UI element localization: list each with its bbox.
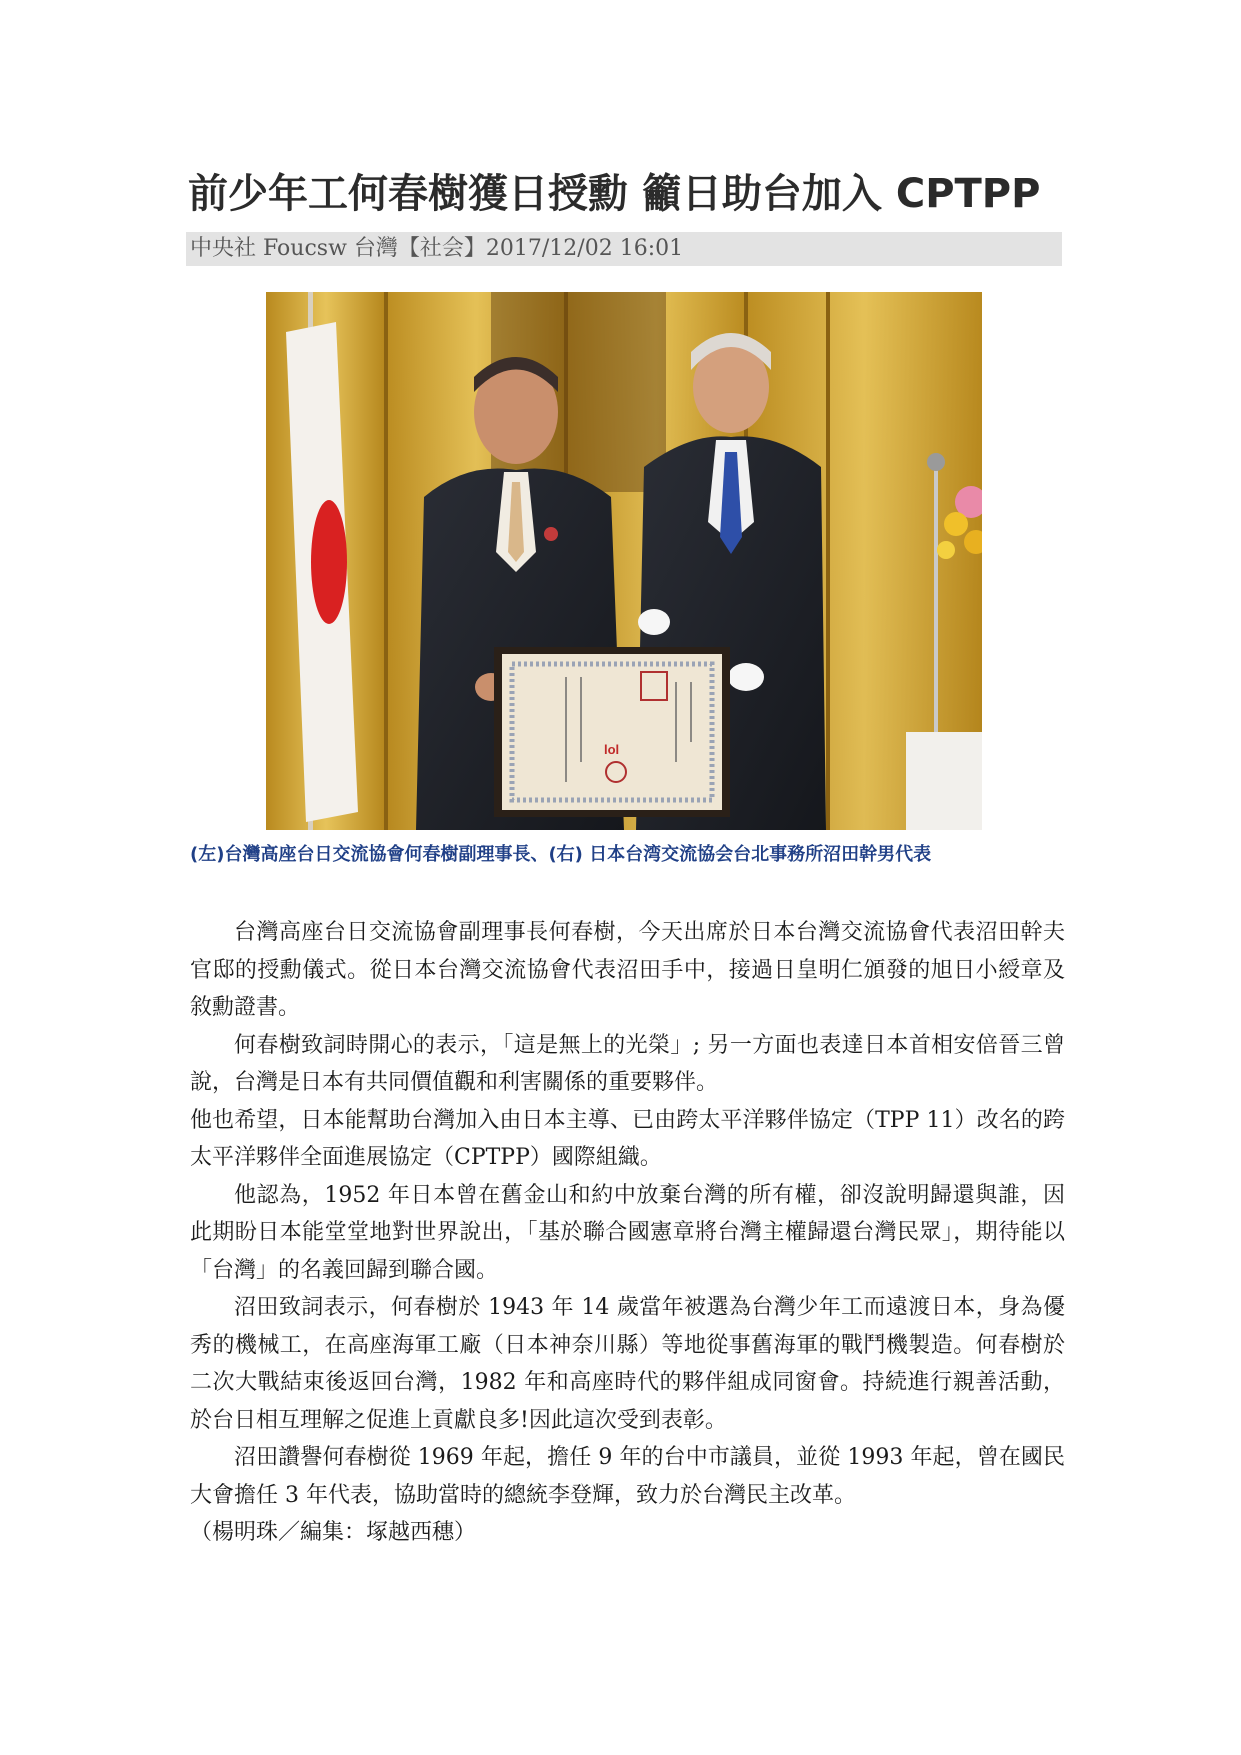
certificate-seal-text: lol — [604, 742, 620, 757]
paragraph-1: 台灣高座台日交流協會副理事長何春樹，今天出席於日本台灣交流協會代表沼田幹夫官邸的授勳儀式。從日本台灣交流協會代表沼田手中，接過日皇明仁頒發的旭日小綬章及敘勳證書。 — [190, 920, 1065, 1020]
photo-caption: (左)台灣高座台日交流協會何春樹副理事長、(右) 日本台湾交流協会台北事務所沼田幹男代表 — [190, 844, 932, 865]
paragraph-2: 何春樹致詞時開心的表示，「這是無上的光榮」; 另一方面也表達日本首相安倍晉三曾說，台灣是日本有共同價值觀和利害關係的重要夥伴。 — [190, 1032, 1065, 1095]
paragraph-6: 沼田讚譽何春樹從 1969 年起，擔任 9 年的台中市議員，並從 1993 年起，曾在國民大會擔任 3 年代表，協助當時的總統李登輝，致力於台灣民主改革。 — [190, 1445, 1065, 1508]
paragraph-3: 他也希望，日本能幫助台灣加入由日本主導、已由跨太平洋夥伴協定（TPP 11）改名的跨太平洋夥伴全面進展協定（CPTPP）國際組織。 — [190, 1107, 1065, 1170]
article-credit: （楊明珠／編集：塚越西穗） — [190, 1520, 477, 1545]
article-headline: 前少年工何春樹獲日授勳 籲日助台加入 CPTPP — [188, 171, 1041, 217]
paragraph-5: 沼田致詞表示，何春樹於 1943 年 14 歲當年被選為台灣少年工而遠渡日本，身為優秀的機械工，在高座海軍工廠（日本神奈川縣）等地從事舊海軍的戰鬥機製造。何春樹於二次大戰結束後返回台灣，1982 年和高座時代的夥伴組成同窗會。持続進行親善活動，於台日相互理解之促進上貢獻良多!因此這次受到表彰。 — [190, 1295, 1065, 1433]
article-body — [190, 914, 1065, 1552]
article-photo — [266, 292, 982, 830]
article-byline: 中央社 Foucsw 台灣【社会】2017/12/02 16:01 — [186, 232, 1062, 266]
paragraph-4: 他認為，1952 年日本曾在舊金山和約中放棄台灣的所有權，卻沒說明歸還與誰，因此期盼日本能堂堂地對世界說出，「基於聯合國憲章將台灣主權歸還台灣民眾」，期待能以「台灣」的名義回歸到聯合國。 — [190, 1182, 1065, 1283]
